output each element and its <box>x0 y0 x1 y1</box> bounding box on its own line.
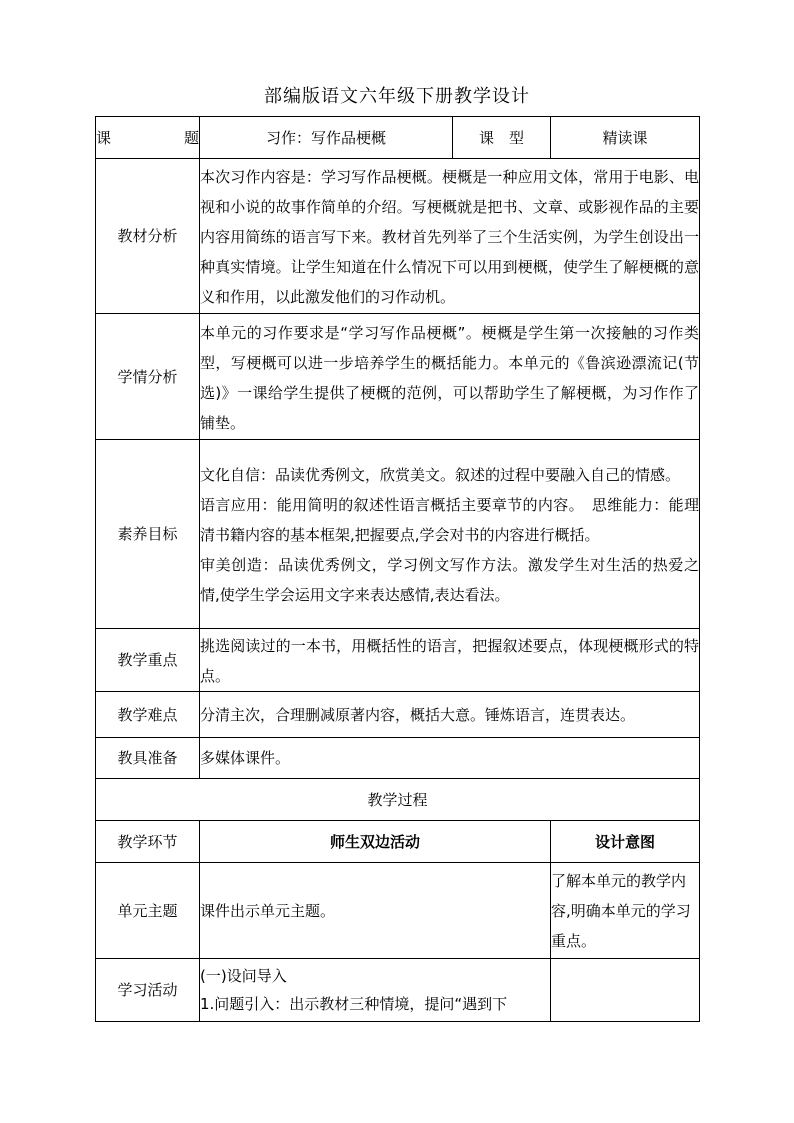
difficulties-label: 教学难点 <box>96 692 200 738</box>
goals-label: 素养目标 <box>96 440 200 629</box>
difficulties-row <box>96 692 700 738</box>
learning-activity <box>200 959 551 1022</box>
goals-row <box>96 440 700 629</box>
difficulties-text: 分清主次，合理删减原著内容，概括大意。锤炼语言，连贯表达。 <box>200 692 700 738</box>
learning-label: 学习活动 <box>96 959 200 1022</box>
goals-aesthetic: 审美创造：品读优秀例文，学习例文写作方法。激发学生对生活的热爱之情,使学生学会运用文字来表达感情,表达看法。 <box>200 556 700 604</box>
col-purpose-header: 设计意图 <box>551 821 700 863</box>
tools-text: 多媒体课件。 <box>200 738 700 779</box>
unit-theme-label: 单元主题 <box>96 863 200 959</box>
tools-row <box>96 738 700 779</box>
col-stage-header: 教学环节 <box>96 821 200 863</box>
material-row <box>96 159 700 314</box>
material-label: 教材分析 <box>96 159 200 314</box>
learning-row <box>96 959 700 1022</box>
material-text: 本次习作内容是：学习写作品梗概。梗概是一种应用文体，常用于电影、电视和小说的故事作简单的介绍。写梗概就是把书、文章、或影视作品的主要内容用简练的语言写下来。教材首先列举了三个生活实例，为学生创设出一种真实情境。让学生知道在什么情况下可以用到梗概，使学生了解梗概的意义和作用，以此激发他们的习作动机。 <box>200 159 700 314</box>
unit-theme-activity: 课件出示单元主题。 <box>200 863 551 959</box>
goals-language: 语言应用：能用简明的叙述性语言概括主要章节的内容。 思维能力：能理清书籍内容的基本框架,把握要点,学会对书的内容进行概括。 <box>200 496 700 544</box>
process-header-row <box>96 821 700 863</box>
students-text: 本单元的习作要求是“学习写作品梗概”。梗概是学生第一次接触的习作类型，写梗概可以进一步培养学生的概括能力。本单元的《鲁滨逊漂流记(节选)》一课给学生提供了梗概的范例，可以帮助学生了解梗概，为习作作了铺垫。 <box>200 314 700 440</box>
header-row <box>96 117 700 159</box>
learning-line-1: (一)设问导入 <box>200 967 287 985</box>
col-activity-header: 师生双边活动 <box>200 821 551 863</box>
type-value: 精读课 <box>551 117 700 159</box>
key-points-text: 挑选阅读过的一本书，用概括性的语言，把握叙述要点，体现梗概形式的特点。 <box>200 629 700 692</box>
students-label: 学情分析 <box>96 314 200 440</box>
process-title: 教学过程 <box>96 779 700 821</box>
goals-culture: 文化自信：品读优秀例文，欣赏美文。叙述的过程中要融入自己的情感。 <box>200 466 681 484</box>
type-label: 课 型 <box>453 117 551 159</box>
key-points-label: 教学重点 <box>96 629 200 692</box>
tools-label: 教具准备 <box>96 738 200 779</box>
document-title: 部编版语文六年级下册教学设计 <box>264 86 530 107</box>
process-title-row <box>96 779 700 821</box>
topic-value: 习作：写作品梗概 <box>200 117 453 159</box>
learning-purpose <box>551 959 700 1022</box>
students-row <box>96 314 700 440</box>
lesson-plan-table <box>95 116 700 1022</box>
goals-content <box>200 440 700 629</box>
learning-line-2: 1.问题引入：出示教材三种情境，提问“遇到下 <box>200 995 508 1013</box>
unit-theme-purpose: 了解本单元的教学内容,明确本单元的学习重点。 <box>551 863 700 959</box>
unit-theme-row <box>96 863 700 959</box>
key-points-row <box>96 629 700 692</box>
topic-label: 课 题 <box>96 117 200 159</box>
